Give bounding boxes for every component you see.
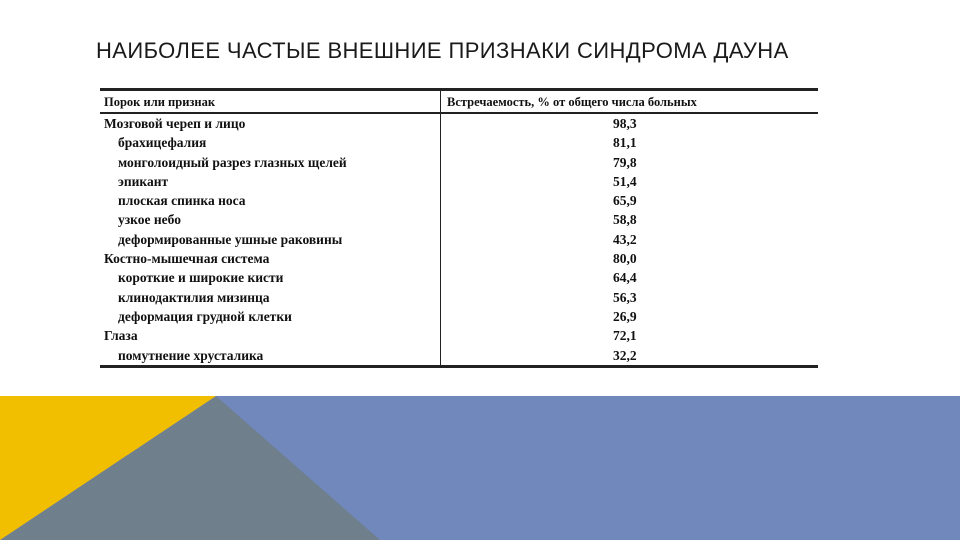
- row-group-label: Костно-мышечная система: [104, 251, 270, 267]
- row-group-label: Глаза: [104, 328, 138, 344]
- table-row: [100, 153, 818, 172]
- row-frequency-value: 43,2: [441, 230, 819, 249]
- table-body: [100, 113, 818, 366]
- table-image: [100, 88, 818, 378]
- row-feature-label: узкое небо: [118, 212, 181, 228]
- table-header-row: [100, 90, 818, 114]
- row-frequency-value: 32,2: [441, 346, 819, 367]
- table-row: [100, 113, 818, 133]
- table-row: [100, 191, 818, 210]
- row-frequency-value: 81,1: [441, 133, 819, 152]
- row-group-label: Мозговой череп и лицо: [104, 116, 246, 131]
- row-feature-label: монголоидный разрез глазных щелей: [118, 154, 347, 170]
- row-frequency-value: 79,8: [441, 153, 819, 172]
- slide-title: НАИБОЛЕЕ ЧАСТЫЕ ВНЕШНИЕ ПРИЗНАКИ СИНДРОМА ДАУНА: [96, 38, 789, 63]
- table-row: [100, 230, 818, 249]
- row-feature-label: брахицефалия: [118, 135, 207, 151]
- row-feature-label: плоская спинка носа: [118, 193, 246, 209]
- decorative-footer: [0, 396, 960, 540]
- row-feature-label: деформированные ушные раковины: [118, 231, 343, 247]
- row-frequency-value: 51,4: [441, 172, 819, 191]
- row-frequency-value: 98,3: [441, 113, 819, 133]
- table-row: [100, 307, 818, 326]
- row-feature-label: деформация грудной клетки: [118, 308, 292, 324]
- table-row: [100, 249, 818, 268]
- row-frequency-value: 64,4: [441, 268, 819, 287]
- table-row: [100, 326, 818, 345]
- row-feature-label: помутнение хрусталика: [100, 346, 441, 367]
- row-frequency-value: 26,9: [441, 307, 819, 326]
- row-frequency-value: 80,0: [441, 249, 819, 268]
- header-frequency: Встречаемость, % от общего числа больных: [441, 90, 819, 114]
- table-row: [100, 288, 818, 307]
- row-frequency-value: 72,1: [441, 326, 819, 345]
- row-frequency-value: 65,9: [441, 191, 819, 210]
- table-row: [100, 172, 818, 191]
- header-feature: Порок или признак: [100, 90, 441, 114]
- table-row: [100, 346, 818, 367]
- row-feature-label: короткие и широкие кисти: [118, 270, 284, 286]
- table-row: [100, 210, 818, 229]
- row-feature-label: клинодактилия мизинца: [118, 289, 270, 305]
- row-feature-label: эпикант: [118, 173, 169, 189]
- row-frequency-value: 58,8: [441, 210, 819, 229]
- features-table: [100, 88, 818, 368]
- table-row: [100, 268, 818, 287]
- table-row: [100, 133, 818, 152]
- row-frequency-value: 56,3: [441, 288, 819, 307]
